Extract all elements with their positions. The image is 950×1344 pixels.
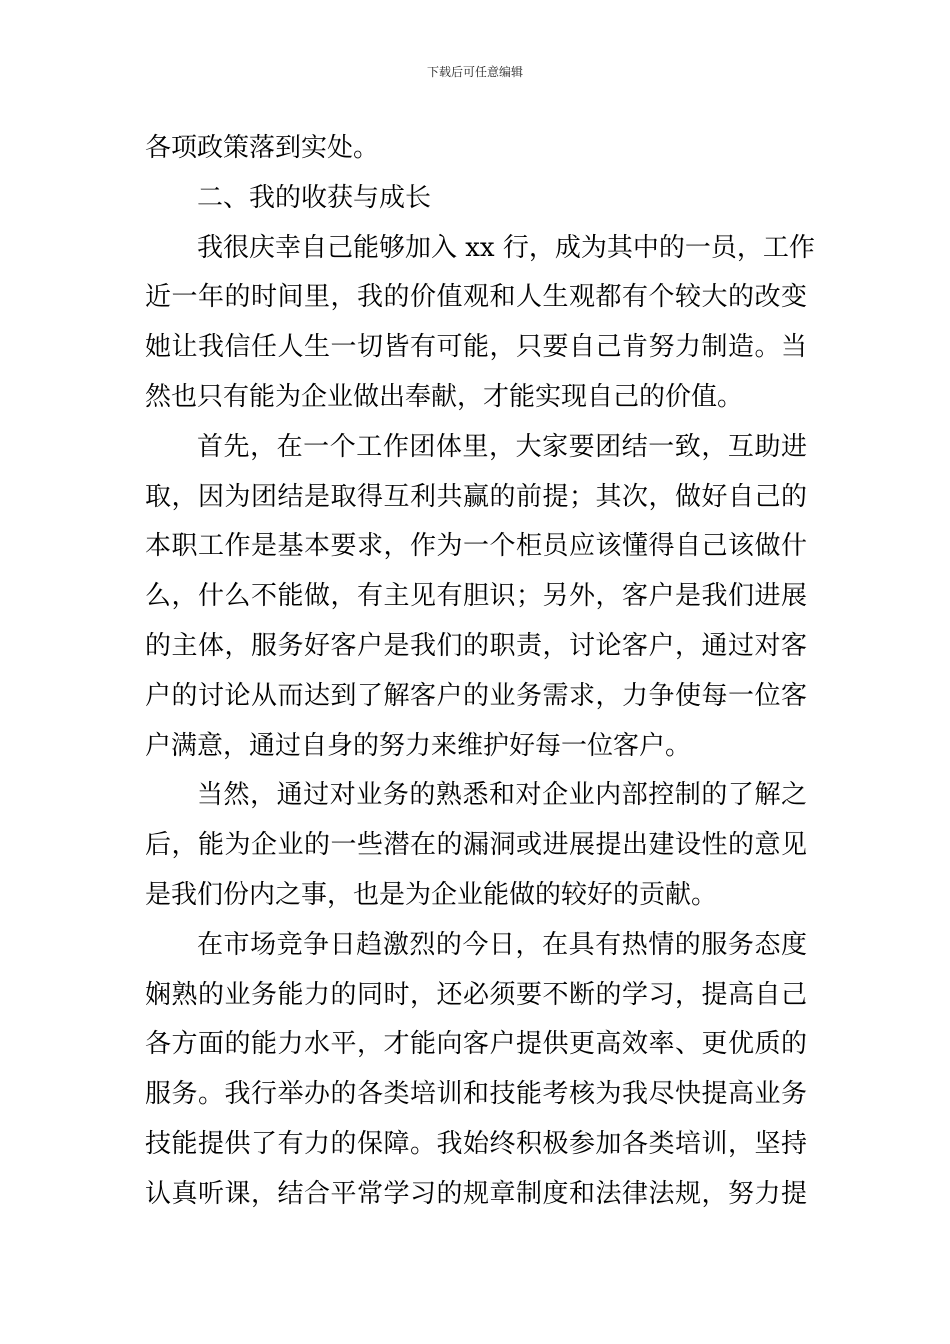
text-line: 服务。我行举办的各类培训和技能考核为我尽快提高业务 xyxy=(145,1079,807,1110)
text-line: 当然，通过对业务的熟悉和对企业内部控制的了解之 xyxy=(197,780,807,811)
page-header: 下载后可任意编辑 xyxy=(426,65,523,79)
text-line: 我很庆幸自己能够加入 xx 行，成为其中的一员，工作 xyxy=(197,232,815,263)
text-line: 各方面的能力水平，才能向客户提供更高效率、更优质的 xyxy=(145,1029,807,1060)
document-body xyxy=(145,124,815,1220)
text-line: 首先，在一个工作团体里，大家要团结一致，互助进 xyxy=(197,431,807,462)
text-line: 然也只有能为企业做出奉献，才能实现自己的价值。 xyxy=(145,381,744,412)
text-line: 近一年的时间里，我的价值观和人生观都有个较大的改变 xyxy=(145,282,807,313)
text-line: 本职工作是基本要求，作为一个柜员应该懂得自己该做什 xyxy=(145,531,807,562)
text-line: 她让我信任人生一切皆有可能，只要自己肯努力制造。当 xyxy=(145,332,807,363)
text-line: 取，因为团结是取得互利共赢的前提；其次，做好自己的 xyxy=(145,481,807,512)
text-line: 么，什么不能做，有主见有胆识；另外，客户是我们进展 xyxy=(145,581,807,612)
text-line: 技能提供了有力的保障。我始终积极参加各类培训，坚持 xyxy=(145,1128,807,1159)
text-line: 的主体，服务好客户是我们的职责，讨论客户，通过对客 xyxy=(145,630,807,661)
text-line: 娴熟的业务能力的同时，还必须要不断的学习，提高自己 xyxy=(145,979,807,1010)
text-line: 认真听课，结合平常学习的规章制度和法律法规，努力提 xyxy=(145,1178,807,1209)
text-line: 户满意，通过自身的努力来维护好每一位客户。 xyxy=(145,730,692,761)
text-line: 二、我的收获与成长 xyxy=(197,182,432,213)
text-line: 各项政策落到实处。 xyxy=(145,133,380,163)
text-line: 在市场竞争日趋激烈的今日，在具有热情的服务态度 xyxy=(197,929,807,960)
text-line: 后，能为企业的一些潜在的漏洞或进展提出建设性的意见 xyxy=(145,830,807,861)
text-line: 是我们份内之事，也是为企业能做的较好的贡献。 xyxy=(145,879,718,910)
text-line: 户的讨论从而达到了解客户的业务需求，力争使每一位客 xyxy=(145,680,807,711)
